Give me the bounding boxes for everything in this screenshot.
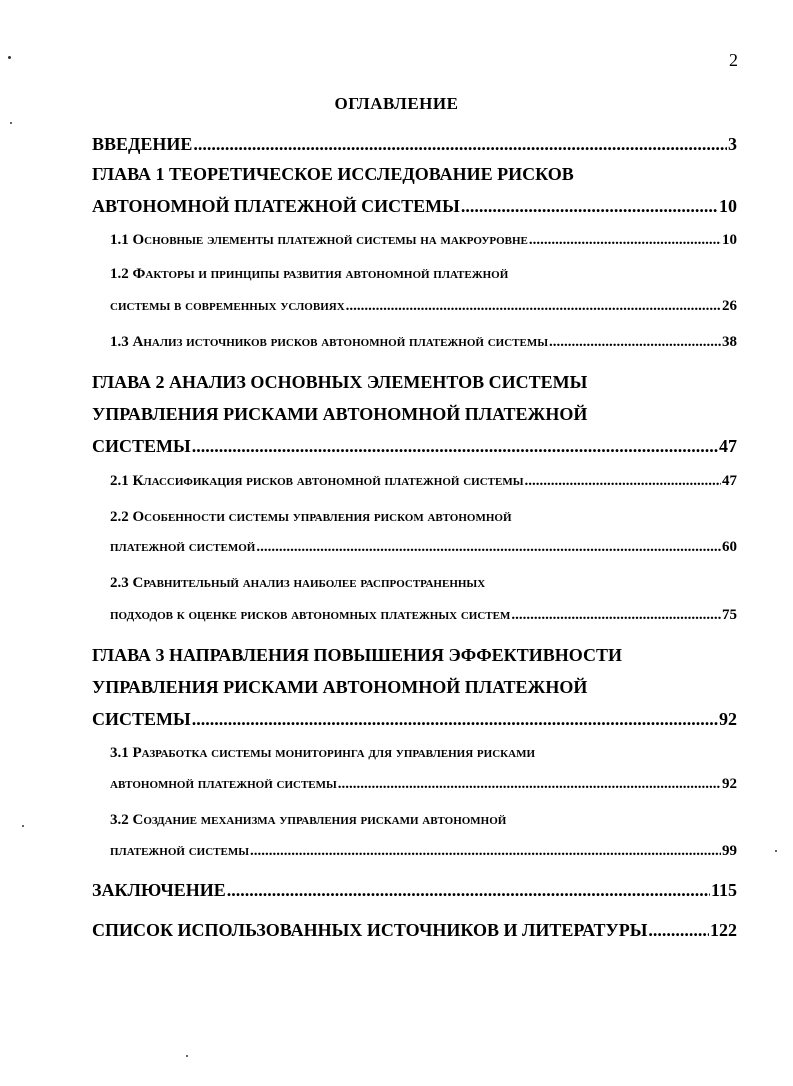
toc-entry-title: СПИСОК ИСПОЛЬЗОВАННЫХ ИСТОЧНИКОВ И ЛИТЕРАТУРЫ xyxy=(92,920,648,940)
toc-entry-page: 10 xyxy=(719,196,737,216)
toc-entry-title: 1.1 Основные элементы платежной системы на макроуровне xyxy=(110,232,528,248)
toc-entry-title: 1.2 Факторы и принципы развития автономной платежной xyxy=(110,266,509,282)
toc-section-1-3 xyxy=(110,334,737,351)
toc-entry-page: 122 xyxy=(710,920,737,940)
toc-entry-title: 2.2 Особенности системы управления риском автономной xyxy=(110,509,512,525)
toc-entry-page: 92 xyxy=(722,776,737,792)
toc-section-1-2-line2 xyxy=(110,298,737,315)
page-title: ОГЛАВЛЕНИЕ xyxy=(334,94,459,113)
leader-dots xyxy=(192,709,718,730)
toc-entry-page: 38 xyxy=(722,334,737,350)
toc-chapter-1-line2 xyxy=(92,196,737,217)
toc-section-2-3-line1 xyxy=(110,575,737,592)
toc-entry-title: платежной системой xyxy=(110,539,256,555)
toc-entry-title: 2.1 Классификация рисков автономной платежной системы xyxy=(110,473,524,489)
toc-chapter-3-line1 xyxy=(92,645,737,666)
toc-entry-title: ГЛАВА 2 АНАЛИЗ ОСНОВНЫХ ЭЛЕМЕНТОВ СИСТЕМЫ xyxy=(92,372,588,392)
toc-chapter-1-line1 xyxy=(92,164,737,185)
toc-entry-page: 92 xyxy=(719,709,737,729)
toc-entry-page: 115 xyxy=(710,880,737,900)
toc-entry-title: 2.3 Сравнительный анализ наиболее распространенных xyxy=(110,575,486,591)
scan-speck xyxy=(775,850,777,852)
toc-section-2-2-line2 xyxy=(110,539,737,556)
toc-section-2-2-line1 xyxy=(110,509,737,526)
toc-entry-page: 75 xyxy=(722,607,737,623)
toc-chapter-2-line1 xyxy=(92,372,737,393)
leader-dots xyxy=(250,843,721,860)
toc-section-3-1-line1 xyxy=(110,745,737,762)
toc-entry-title: 3.2 Создание механизма управления рисками автономной xyxy=(110,812,507,828)
toc-section-1-1 xyxy=(110,232,737,249)
toc-section-3-2-line2 xyxy=(110,843,737,860)
toc-entry-title: 1.3 Анализ источников рисков автономной платежной системы xyxy=(110,334,549,350)
toc-entry-title: 3.1 Разработка системы мониторинга для управления рисками xyxy=(110,745,536,761)
toc-section-1-2-line1 xyxy=(110,266,737,283)
toc-chapter-2-line2 xyxy=(92,404,737,425)
toc-section-2-1 xyxy=(110,473,737,490)
toc-entry-title: УПРАВЛЕНИЯ РИСКАМИ АВТОНОМНОЙ ПЛАТЕЖНОЙ xyxy=(92,677,588,697)
leader-dots xyxy=(549,334,721,351)
toc-section-3-2-line1 xyxy=(110,812,737,829)
scan-speck xyxy=(186,1055,188,1057)
toc-entry-title: СИСТЕМЫ xyxy=(92,709,191,729)
leader-dots xyxy=(338,776,721,793)
leader-dots xyxy=(227,880,710,901)
leader-dots xyxy=(461,196,718,217)
toc-entry-page: 3 xyxy=(728,134,737,154)
toc-entry-title: подходов к оценке рисков автономных платежных систем xyxy=(110,607,511,623)
toc-entry-title: ЗАКЛЮЧЕНИЕ xyxy=(92,880,226,900)
toc-entry-intro xyxy=(92,134,737,155)
leader-dots xyxy=(525,473,721,490)
scan-speck xyxy=(10,122,12,124)
toc-entry-title: АВТОНОМНОЙ ПЛАТЕЖНОЙ СИСТЕМЫ xyxy=(92,196,460,216)
toc-entry-page: 60 xyxy=(722,539,737,555)
toc-entry-title: СИСТЕМЫ xyxy=(92,436,191,456)
toc-entry-title: ГЛАВА 3 НАПРАВЛЕНИЯ ПОВЫШЕНИЯ ЭФФЕКТИВНОСТИ xyxy=(92,645,622,665)
page-number: 2 xyxy=(729,50,738,70)
leader-dots xyxy=(648,920,709,941)
toc-entry-page: 47 xyxy=(722,473,737,489)
leader-dots xyxy=(529,232,721,249)
toc-section-2-3-line2 xyxy=(110,607,737,624)
toc-entry-page: 47 xyxy=(719,436,737,456)
toc-section-3-1-line2 xyxy=(110,776,737,793)
toc-chapter-3-line2 xyxy=(92,677,737,698)
leader-dots xyxy=(511,607,721,624)
toc-entry-references xyxy=(92,920,737,941)
toc-entry-conclusion xyxy=(92,880,737,901)
leader-dots xyxy=(256,539,721,556)
toc-chapter-2-line3 xyxy=(92,436,737,457)
toc-entry-title: УПРАВЛЕНИЯ РИСКАМИ АВТОНОМНОЙ ПЛАТЕЖНОЙ xyxy=(92,404,588,424)
toc-entry-title: ГЛАВА 1 ТЕОРЕТИЧЕСКОЕ ИССЛЕДОВАНИЕ РИСКОВ xyxy=(92,164,574,184)
toc-entry-title: ВВЕДЕНИЕ xyxy=(92,134,193,154)
toc-entry-page: 99 xyxy=(722,843,737,859)
leader-dots xyxy=(192,436,718,457)
toc-entry-page: 26 xyxy=(722,298,737,314)
leader-dots xyxy=(346,298,721,315)
toc-chapter-3-line3 xyxy=(92,709,737,730)
toc-entry-page: 10 xyxy=(722,232,737,248)
scan-speck xyxy=(22,825,24,827)
scan-speck xyxy=(8,56,11,59)
toc-entry-title: системы в современных условиях xyxy=(110,298,345,314)
leader-dots xyxy=(193,134,727,155)
toc-entry-title: платежной системы xyxy=(110,843,249,859)
toc-entry-title: автономной платежной системы xyxy=(110,776,337,792)
